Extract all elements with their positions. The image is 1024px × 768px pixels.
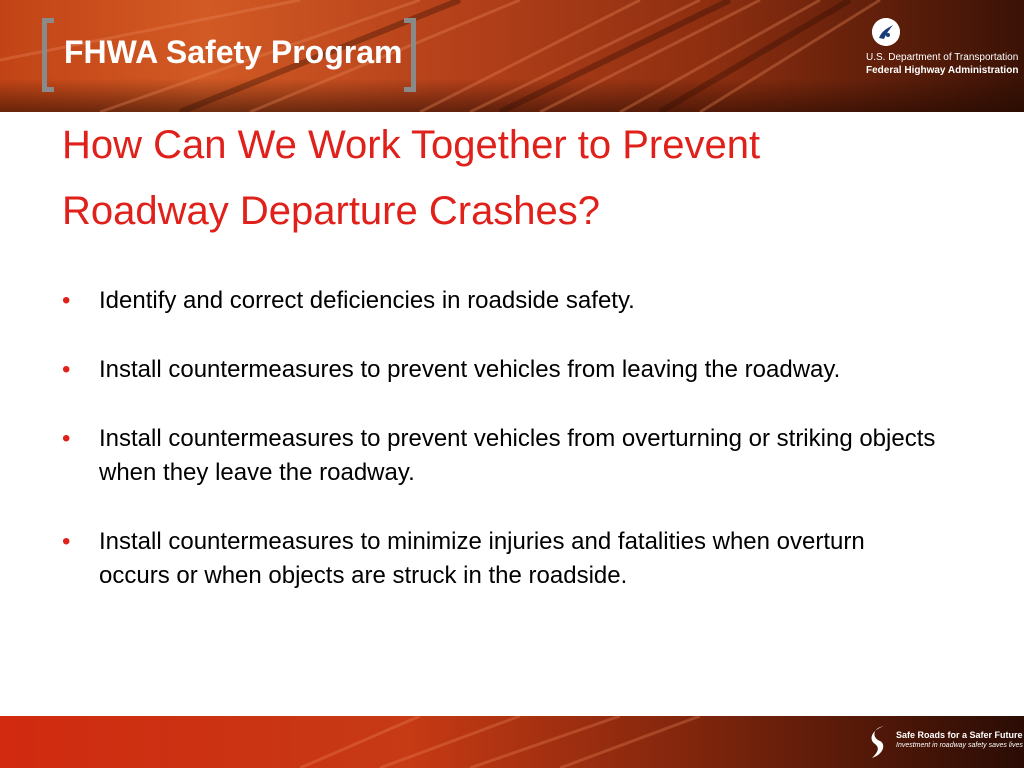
agency-administration: Federal Highway Administration: [866, 65, 1019, 76]
slide-title-line2: Roadway Departure Crashes?: [62, 189, 601, 233]
bullet-list: [62, 284, 942, 628]
header-banner: [0, 0, 1024, 112]
bullet-item: [62, 284, 942, 318]
agency-department: U.S. Department of Transportation: [866, 52, 1019, 63]
bullet-item: [62, 353, 942, 387]
footer-tagline: Safe Roads for a Safer Future: [896, 730, 1023, 740]
bullet-text: Install countermeasures to minimize injuries and fatalities when overturn occurs or when objects are struck in the roadside.: [99, 528, 865, 589]
bullet-text: Install countermeasures to prevent vehicles from overturning or striking objects when they leave the roadway.: [99, 425, 936, 486]
slide-title: [62, 112, 962, 244]
bullet-marker: •: [62, 528, 71, 555]
bullet-text: Install countermeasures to prevent vehicles from leaving the roadway.: [99, 356, 841, 383]
safe-roads-logo-icon: [868, 724, 890, 760]
bullet-item: [62, 422, 942, 490]
slide-title-line1: How Can We Work Together to Prevent: [62, 123, 761, 167]
program-title: FHWA Safety Program: [64, 34, 403, 70]
bullet-text: Identify and correct deficiencies in roadside safety.: [99, 287, 635, 314]
dot-logo-icon: [872, 18, 900, 46]
bullet-item: [62, 525, 942, 593]
left-bracket: [42, 18, 54, 92]
footer-subtagline: Investment in roadway safety saves lives: [896, 742, 1023, 749]
bullet-marker: •: [62, 356, 71, 383]
bullet-marker: •: [62, 425, 71, 452]
right-bracket: [404, 18, 416, 92]
bullet-marker: •: [62, 287, 71, 314]
footer-banner: [0, 716, 1024, 768]
